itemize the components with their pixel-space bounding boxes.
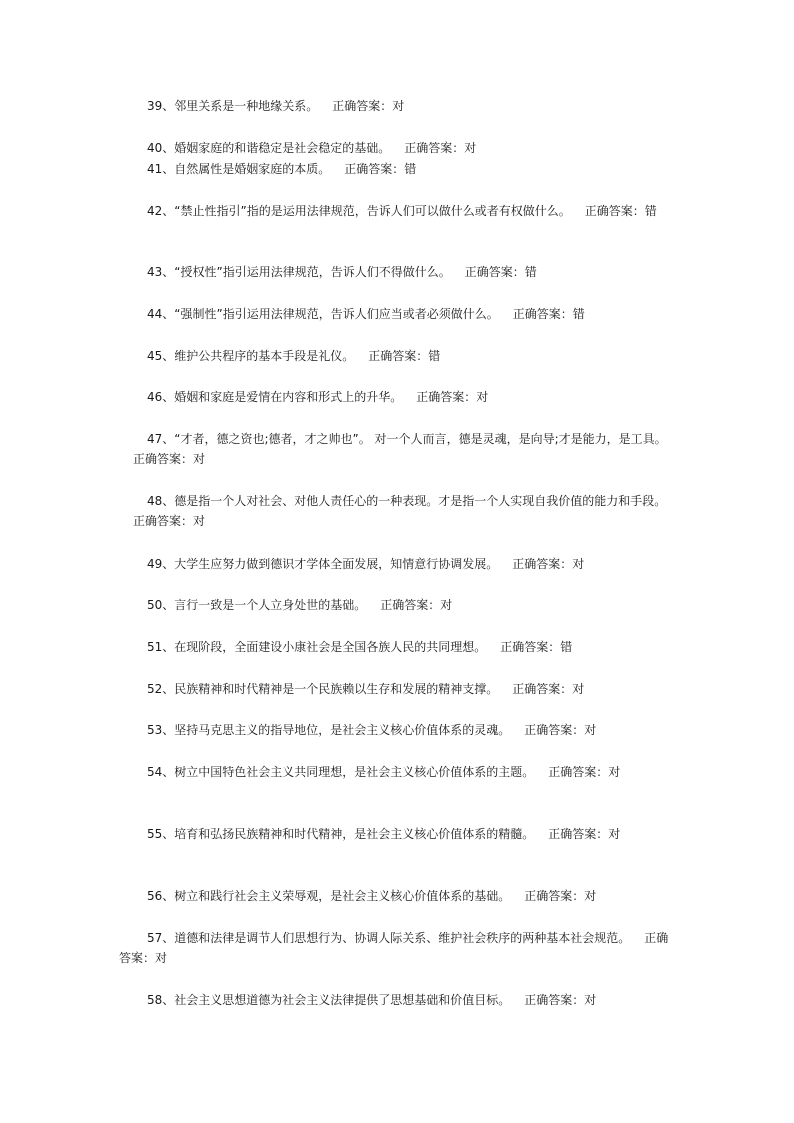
answer-text: 正确答案：错 xyxy=(512,307,585,321)
answer-text: 正确答案：对 xyxy=(548,765,621,779)
answer-text: 正确答案：对 xyxy=(133,452,206,466)
question-40 xyxy=(119,138,675,158)
answer-text: 正确答案：对 xyxy=(133,514,206,528)
question-text: 49、大学生应努力做到德识才学体全面发展，知情意行协调发展。 xyxy=(147,557,499,571)
answer-text: 正确答案：对 xyxy=(416,390,489,404)
answer-text: 正确答案：对 xyxy=(524,993,597,1007)
question-text: 53、坚持马克思主义的指导地位，是社会主义核心价值体系的灵魂。 xyxy=(147,723,511,737)
question-51 xyxy=(119,637,675,657)
answer-text: 正确答案：对 xyxy=(524,723,597,737)
question-48 xyxy=(119,491,675,531)
question-53 xyxy=(119,720,675,740)
answer-text: 正确答案：对 xyxy=(512,682,585,696)
answer-text: 正确答案：对 xyxy=(548,827,621,841)
question-54 xyxy=(119,762,675,782)
question-text: 43、“授权性”指引运用法律规范，告诉人们不得做什么。 xyxy=(147,265,451,279)
question-45 xyxy=(119,346,675,366)
answer-text: 正确答案：对 xyxy=(524,889,597,903)
question-41 xyxy=(119,159,675,179)
question-text: 48、德是指一个人对社会、对他人责任心的一种表现。才是指一个人实现自我价值的能力和手段。 xyxy=(147,494,667,508)
question-text: 47、“才者，德之资也;德者，才之帅也”。 对一个人而言，德是灵魂，是向导;才是能力，是工具。 xyxy=(147,432,667,446)
question-text: 45、维护公共程序的基本手段是礼仪。 xyxy=(147,349,355,363)
question-57 xyxy=(119,928,675,968)
question-47 xyxy=(119,429,675,469)
answer-text: 正确答案：错 xyxy=(344,162,417,176)
question-text: 44、“强制性”指引运用法律规范，告诉人们应当或者必须做什么。 xyxy=(147,307,499,321)
question-text: 58、社会主义思想道德为社会主义法律提供了思想基础和价值目标。 xyxy=(147,993,511,1007)
answer-text: 正确答案：对 xyxy=(380,598,453,612)
question-text: 56、树立和践行社会主义荣辱观，是社会主义核心价值体系的基础。 xyxy=(147,889,511,903)
question-text: 52、民族精神和时代精神是一个民族赖以生存和发展的精神支撑。 xyxy=(147,682,499,696)
question-text: 51、在现阶段，全面建设小康社会是全国各族人民的共同理想。 xyxy=(147,640,487,654)
question-58 xyxy=(119,990,675,1010)
question-43 xyxy=(119,262,675,282)
answer-text: 正确答案：对 xyxy=(119,931,669,965)
question-56 xyxy=(119,886,675,906)
question-52 xyxy=(119,679,675,699)
question-55 xyxy=(119,824,675,844)
answer-text: 正确答案：对 xyxy=(512,557,585,571)
question-49 xyxy=(119,554,675,574)
answer-text: 正确答案：错 xyxy=(464,265,537,279)
answer-text: 正确答案：错 xyxy=(500,640,573,654)
question-50 xyxy=(119,595,675,615)
question-text: 55、培育和弘扬民族精神和时代精神，是社会主义核心价值体系的精髓。 xyxy=(147,827,535,841)
answer-text: 正确答案：错 xyxy=(584,204,657,218)
question-text: 42、“禁止性指引”指的是运用法律规范，告诉人们可以做什么或者有权做什么。 xyxy=(147,204,571,218)
question-text: 41、自然属性是婚姻家庭的本质。 xyxy=(147,162,331,176)
question-text: 46、婚姻和家庭是爱情在内容和形式上的升华。 xyxy=(147,390,403,404)
question-text: 54、树立中国特色社会主义共同理想，是社会主义核心价值体系的主题。 xyxy=(147,765,535,779)
question-44 xyxy=(119,304,675,324)
question-text: 39、邻里关系是一种地缘关系。 xyxy=(147,99,319,113)
answer-text: 正确答案：错 xyxy=(368,349,441,363)
question-text: 40、婚姻家庭的和谐稳定是社会稳定的基础。 xyxy=(147,141,391,155)
answer-text: 正确答案：对 xyxy=(332,99,405,113)
question-text: 57、道德和法律是调节人们思想行为、协调人际关系、维护社会秩序的两种基本社会规范。 xyxy=(147,931,631,945)
question-46 xyxy=(119,387,675,407)
question-39 xyxy=(119,96,675,116)
question-text: 50、言行一致是一个人立身处世的基础。 xyxy=(147,598,367,612)
question-42 xyxy=(119,201,675,221)
answer-text: 正确答案：对 xyxy=(404,141,477,155)
